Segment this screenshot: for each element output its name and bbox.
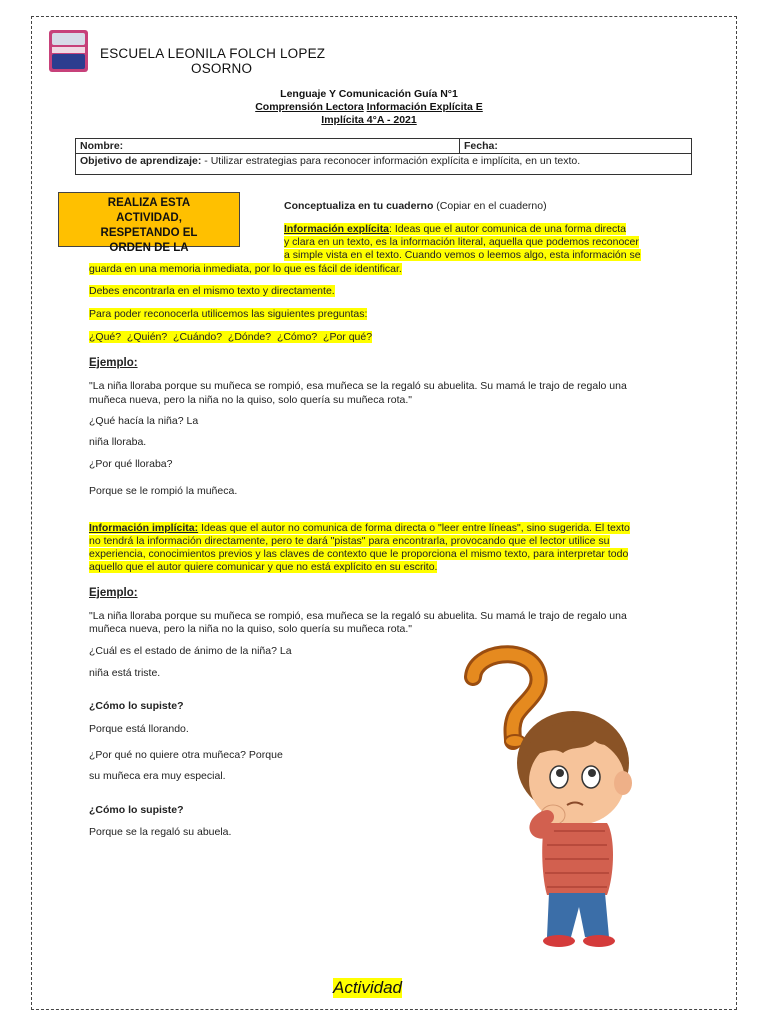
example1-heading: Ejemplo: (89, 357, 138, 369)
objetivo-text: - Utilizar estrategias para reconocer información explícita e implícita, en un texto. (201, 155, 581, 167)
actividad-heading: Actividad (333, 978, 402, 997)
conceptualiza-note: (Copiar en el cuaderno) (433, 200, 547, 212)
info-table (75, 138, 692, 175)
example1-a2: Porque se le rompió la muñeca. (89, 485, 238, 497)
explicita-term: Información explícita (284, 223, 390, 235)
example2-quote-line2: muñeca nueva, pero la niña no la quiso, solo quería su muñeca rota." (89, 623, 413, 635)
implicita-text1: Ideas que el autor no comunica de forma directa o "leer entre líneas", sino sugerida. El texto (198, 522, 630, 534)
explicita-line3: a simple vista en el texto. Cuando vemos o leemos algo, esta información se (284, 249, 641, 261)
fecha-cell[interactable] (460, 139, 692, 154)
example2-a1: niña está triste. (89, 667, 161, 679)
notice-text: REALIZA ESTA ACTIVIDAD, RESPETANDO EL ORDEN DE LA (100, 197, 198, 254)
explicita-line5: Debes encontrarla en el mismo texto y directamente. (89, 285, 335, 297)
implicita-line3: experiencia, conocimientos previos y las claves de contexto que le proporciona el mismo texto, para interpretar todo (89, 548, 629, 560)
title-line1: Lenguaje Y Comunicación Guía N°1 (280, 88, 458, 100)
example1-quote-line2: muñeca nueva, pero la niña no la quiso, solo quería su muñeca rota." (89, 394, 413, 406)
example1-quote-line1: "La niña lloraba porque su muñeca se rompió, esa muñeca se la regaló su abuelita. Su mamá le trajo de regalo una (89, 380, 627, 392)
implicita-line2: no tendrá la información directamente, pero te dará "pistas" para encontrarla, provocando que el lector utilice su (89, 535, 610, 547)
explicita-line2: y clara en un texto, es la información literal, aquella que podemos reconocer (284, 236, 639, 248)
example2-quote-line1: "La niña lloraba porque su muñeca se rompió, esa muñeca se la regaló su abuelita. Su mamá le trajo de regalo una (89, 610, 627, 622)
example2-a2: su muñeca era muy especial. (89, 770, 226, 782)
school-crest-icon (49, 30, 88, 72)
implicita-term: Información implícita: (89, 522, 199, 534)
nombre-label: Nombre: (80, 140, 124, 152)
example2-how2: ¿Cómo lo supiste? (89, 804, 184, 816)
example2-how2-answer: Porque se la regaló su abuela. (89, 826, 232, 838)
nombre-cell[interactable] (76, 139, 460, 154)
explicita-line4: guarda en una memoria inmediata, por lo que es fácil de identificar. (89, 263, 402, 275)
fecha-label: Fecha: (464, 140, 498, 152)
conceptualiza-line (284, 200, 547, 213)
notice-box (58, 192, 240, 254)
title-comprension: Comprensión Lectora (255, 101, 364, 113)
explicita-text1: : Ideas que el autor comunica de una forma directa (389, 223, 627, 235)
example1-q1: ¿Qué hacía la niña? La (89, 415, 199, 427)
example2-q1: ¿Cuál es el estado de ánimo de la niña? La (89, 645, 292, 657)
wh-questions: ¿Qué? ¿Quién? ¿Cuándo? ¿Dónde? ¿Cómo? ¿Por qué? (89, 331, 373, 343)
title-informacion: Información Explícita E (366, 101, 483, 113)
conceptualiza-label: Conceptualiza en tu cuaderno (284, 200, 434, 212)
implicita-line4: aquello que el autor quiere comunicar y que no está explícito en su escrito. (89, 561, 438, 573)
example1-a1: niña lloraba. (89, 436, 147, 448)
example2-how1: ¿Cómo lo supiste? (89, 700, 184, 712)
school-city: OSORNO (191, 61, 253, 76)
example2-q2: ¿Por qué no quiere otra muñeca? Porque (89, 749, 283, 761)
thinking-boy-with-question-mark-icon (455, 645, 665, 950)
example1-q2: ¿Por qué lloraba? (89, 458, 173, 470)
school-name: ESCUELA LEONILA FOLCH LOPEZ (100, 46, 326, 61)
title-line3: Implícita 4°A - 2021 (321, 114, 417, 126)
example2-how1-answer: Porque está llorando. (89, 723, 189, 735)
title-line2 (169, 101, 569, 113)
objetivo-cell (76, 154, 692, 175)
explicita-line6: Para poder reconocerla utilicemos las siguientes preguntas: (89, 308, 368, 320)
explicita-line1 (284, 223, 626, 236)
objetivo-label: Objetivo de aprendizaje: (80, 155, 202, 167)
example2-heading: Ejemplo: (89, 587, 138, 599)
implicita-line1 (89, 522, 630, 535)
